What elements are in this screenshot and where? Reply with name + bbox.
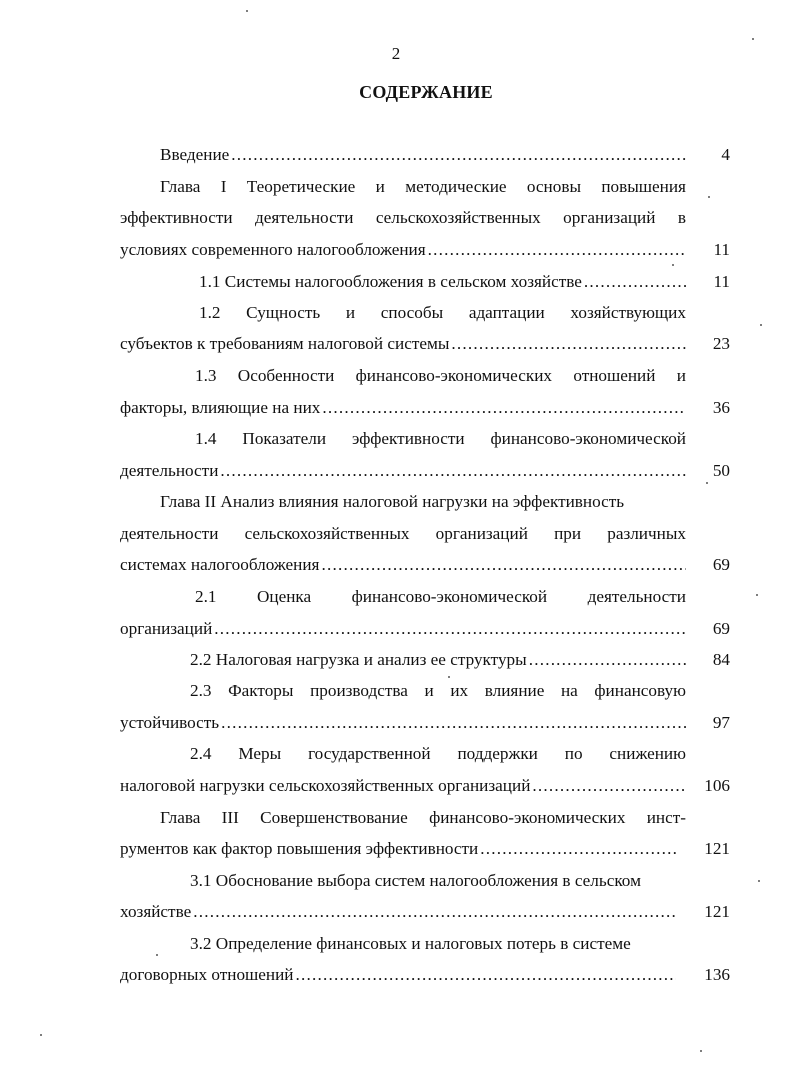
toc-section-1-2-line: [199, 301, 686, 325]
word: хозяйствующих: [570, 303, 686, 322]
dot-leader: [529, 648, 686, 672]
word: III: [221, 808, 239, 827]
toc-page-number: 121: [704, 902, 730, 921]
toc-page-number: 23: [712, 334, 730, 353]
toc-entry-text: устойчивость: [120, 713, 220, 732]
word: Глава: [160, 808, 201, 827]
word: финансовую: [594, 681, 686, 700]
toc-entry-text: налоговой нагрузки сельскохозяйственных организаций: [120, 776, 531, 795]
scan-speck: [758, 880, 760, 882]
toc-chapter-1-line: [160, 175, 686, 199]
word: организаций: [435, 524, 528, 543]
word: Совершенствование: [260, 808, 408, 827]
word: 1.3: [195, 366, 217, 385]
dot-leader: [221, 711, 686, 735]
word: и: [375, 177, 385, 196]
dot-leader: [220, 459, 686, 483]
scan-speck: [156, 954, 158, 956]
word: финансово-экономических: [429, 808, 626, 827]
toc-page-number: 11: [713, 272, 730, 291]
word: методические: [405, 177, 507, 196]
toc-section-3-2-line: [120, 963, 676, 987]
toc-chapter-2-line: Глава II Анализ влияния налоговой нагрузки на эффективность: [160, 492, 625, 511]
word: Глава: [160, 177, 201, 196]
word: финансово-экономической: [490, 429, 686, 448]
toc-section-2-1-line: [195, 585, 686, 609]
toc-page-number: 97: [712, 713, 730, 732]
scan-speck: [672, 264, 674, 266]
word: в: [677, 208, 686, 227]
word: эффективности: [351, 429, 465, 448]
dot-leader: [322, 396, 686, 420]
dot-leader: [296, 963, 676, 987]
scan-speck: [448, 676, 450, 678]
toc-entry-text: субъектов к требованиям налоговой системы: [120, 334, 450, 353]
word: I: [220, 177, 227, 196]
toc-page-number: 4: [721, 145, 730, 164]
toc-section-1-4-line: [195, 427, 686, 451]
toc-entry-text: хозяйстве: [120, 902, 192, 921]
toc-page-number: 136: [704, 965, 730, 984]
dot-leader: [321, 553, 686, 577]
toc-section-2-1-line: [120, 617, 686, 641]
word: влияние: [484, 681, 545, 700]
scan-speck: [756, 594, 758, 596]
word: деятельности: [587, 587, 686, 606]
word: эффективности: [120, 208, 233, 227]
scan-speck: [706, 482, 708, 484]
word: и: [424, 681, 434, 700]
word: финансово-экономических: [355, 366, 553, 385]
toc-chapter-2-line: [120, 522, 686, 546]
dot-leader: [193, 900, 676, 924]
toc-page-number: 50: [712, 461, 730, 480]
toc-entry-text: факторы, влияющие на них: [120, 398, 321, 417]
word: 1.4: [195, 429, 217, 448]
toc-section-3-2-line: 3.2 Определение финансовых и налоговых потерь в системе: [190, 934, 631, 953]
toc-page-number: 121: [704, 839, 730, 858]
word: организаций: [563, 208, 656, 227]
scan-speck: [700, 1050, 702, 1052]
word: отношений: [573, 366, 656, 385]
toc-section-2-3-line: [190, 679, 686, 703]
dot-leader: [231, 143, 686, 167]
toc-section-2-4-line: [120, 774, 686, 798]
toc-page-number: 106: [704, 776, 730, 795]
toc-entry-text: рументов как фактор повышения эффективности: [120, 839, 479, 858]
word: повышения: [601, 177, 686, 196]
dot-leader: [480, 837, 676, 861]
toc-entry-introduction: [160, 143, 686, 167]
word: Меры: [238, 744, 282, 763]
scan-speck: [708, 196, 710, 198]
dot-leader: [428, 238, 686, 262]
word: на: [560, 681, 578, 700]
toc-entry-text: деятельности: [120, 461, 219, 480]
word: и: [345, 303, 356, 322]
dot-leader: [214, 617, 686, 641]
toc-chapter-3-line: [120, 837, 676, 861]
toc-page-number: 69: [712, 555, 730, 574]
page-title: СОДЕРЖАНИЕ: [359, 82, 493, 102]
word: деятельности: [120, 524, 219, 543]
toc-section-2-4-line: [190, 742, 686, 766]
scan-speck: [752, 38, 754, 40]
word: 2.3: [190, 681, 212, 700]
toc-page-number: 36: [712, 398, 730, 417]
toc-section-3-1-line: [120, 900, 676, 924]
toc-entry-text: договорных отношений: [120, 965, 294, 984]
word: деятельности: [255, 208, 354, 227]
toc-entry-text: Введение: [160, 145, 230, 164]
dot-leader: [532, 774, 686, 798]
word: основы: [526, 177, 581, 196]
toc-section-3-1-line: 3.1 Обоснование выбора систем налогообложения в сельском: [190, 871, 641, 890]
toc-chapter-1-line: [120, 206, 686, 230]
toc-entry-text: организаций: [120, 619, 213, 638]
toc-entry-text: 1.1 Системы налогообложения в сельском хозяйстве: [199, 272, 582, 291]
scan-speck: [760, 324, 762, 326]
word: Оценка: [256, 587, 312, 606]
word: Особенности: [237, 366, 335, 385]
toc-section-2-3-line: [120, 711, 686, 735]
toc-entry-text: условиях современного налогообложения: [120, 240, 426, 259]
word: их: [450, 681, 469, 700]
word: и: [676, 366, 686, 385]
toc-section-1-4-line: [120, 459, 686, 483]
word: 2.1: [195, 587, 217, 606]
toc-entry-text: системах налогообложения: [120, 555, 320, 574]
word: различных: [607, 524, 686, 543]
word: государственной: [308, 744, 431, 763]
word: сельскохозяйственных: [375, 208, 541, 227]
word: поддержки: [457, 744, 538, 763]
dot-leader: [584, 270, 686, 294]
word: финансово-экономической: [351, 587, 548, 606]
word: сельскохозяйственных: [244, 524, 410, 543]
toc-entry-text: 2.2 Налоговая нагрузка и анализ ее структуры: [190, 650, 527, 669]
toc-section-1-3-line: [195, 364, 686, 388]
toc-section-1-1: [199, 270, 686, 294]
toc-page-number: 69: [712, 619, 730, 638]
scan-speck: [40, 1034, 42, 1036]
toc-chapter-3-line: [160, 806, 686, 830]
word: инст-: [646, 808, 686, 827]
word: Факторы: [228, 681, 294, 700]
toc-section-2-2: [190, 648, 686, 672]
word: Теоретические: [246, 177, 356, 196]
word: Показатели: [242, 429, 327, 448]
scan-speck: [246, 10, 248, 12]
toc-section-1-3-line: [120, 396, 686, 420]
word: при: [554, 524, 582, 543]
word: 1.2: [199, 303, 221, 322]
word: адаптации: [468, 303, 545, 322]
dot-leader: [451, 332, 686, 356]
word: способы: [380, 303, 444, 322]
word: производства: [310, 681, 408, 700]
toc-page-number: 11: [713, 240, 730, 259]
word: 2.4: [190, 744, 212, 763]
toc-section-1-2-line: [120, 332, 686, 356]
toc-chapter-2-line: [120, 553, 686, 577]
page-number: 2: [391, 44, 401, 63]
toc-chapter-1-line: [120, 238, 686, 262]
toc-page-number: 84: [712, 650, 730, 669]
word: по: [564, 744, 583, 763]
word: снижению: [609, 744, 686, 763]
word: Сущность: [246, 303, 321, 322]
